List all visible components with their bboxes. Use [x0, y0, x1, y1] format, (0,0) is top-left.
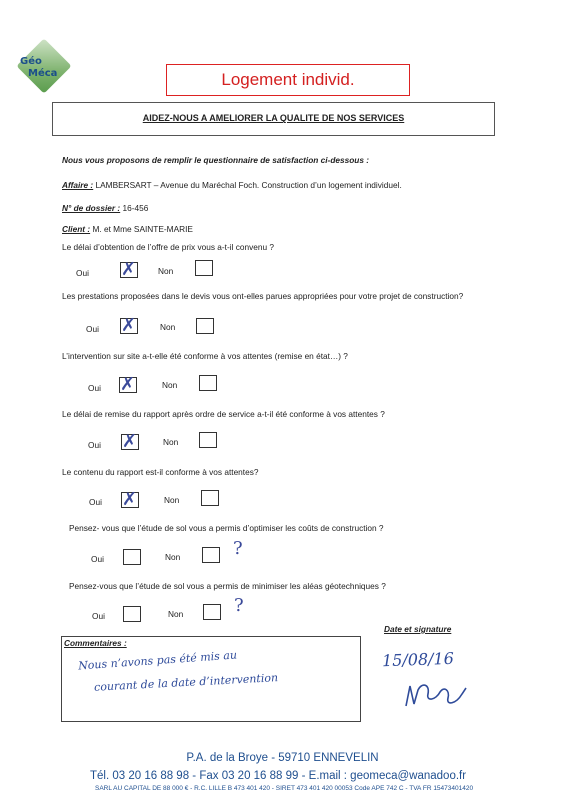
affaire-row [62, 180, 402, 190]
dossier-label: N° de dossier : [62, 203, 121, 213]
q2-non-checkbox[interactable] [196, 318, 214, 334]
checkmark-icon: ✗ [121, 315, 137, 336]
checkmark-icon: ✗ [121, 259, 137, 280]
q4-non-checkbox[interactable] [199, 432, 217, 448]
q3-oui-checkbox[interactable] [119, 374, 137, 395]
q4-oui-checkbox[interactable] [121, 431, 139, 452]
logo-text [20, 56, 76, 80]
document-title: Logement individ. [166, 64, 410, 96]
question-2: Les prestations proposées dans le devis vous ont-elles parues appropriées pour votre projet de construction? [62, 291, 464, 301]
question-3: L’intervention sur site a-t-elle été conforme à vos attentes (remise en état…) ? [62, 351, 348, 361]
handwritten-date: 15/08/16 [381, 648, 455, 671]
q6-oui-checkbox[interactable] [123, 549, 141, 565]
q2-oui-checkbox[interactable] [120, 315, 138, 336]
question-6: Pensez- vous que l’étude de sol vous a permis d’optimiser les coûts de construction ? [69, 523, 384, 533]
footer-address: P.A. de la Broye - 59710 ENNEVELIN [186, 752, 379, 764]
company-logo [6, 38, 84, 98]
q6-non-label: Non [165, 552, 181, 562]
dossier-row [62, 203, 148, 213]
comments-handwritten-line1: Nous n’avons pas été mis au [77, 648, 238, 673]
q1-oui-checkbox[interactable] [120, 259, 138, 280]
q6-question-mark: ? [233, 538, 243, 559]
client-label: Client : [62, 224, 91, 234]
client-value: M. et Mme SAINTE-MARIE [92, 224, 193, 234]
footer-contact: Tél. 03 20 16 88 98 - Fax 03 20 16 88 99 - E.mail : geomeca@wanadoo.fr [90, 770, 467, 782]
q2-oui-label: Oui [86, 324, 99, 334]
q7-oui-label: Oui [92, 611, 105, 621]
q6-oui-label: Oui [91, 554, 104, 564]
dossier-value: 16-456 [122, 203, 149, 213]
q7-non-label: Non [168, 609, 184, 619]
q7-non-checkbox[interactable] [203, 604, 221, 620]
footer-legal: SARL AU CAPITAL DE 88 000 € - R.C. LILLE B 473 401 420 - SIRET 473 401 420 00053 Code APE 742 C - TVA FR 15473401420 [95, 785, 474, 792]
checkmark-icon: ✗ [122, 489, 138, 510]
q5-oui-checkbox[interactable] [121, 489, 139, 510]
question-7: Pensez-vous que l’étude de sol vous a permis de minimiser les aléas géotechniques ? [69, 581, 386, 591]
q3-non-checkbox[interactable] [199, 375, 217, 391]
comments-label: Commentaires : [64, 638, 127, 648]
q6-non-checkbox[interactable] [202, 547, 220, 563]
q1-non-label: Non [158, 266, 174, 276]
q5-non-checkbox[interactable] [201, 490, 219, 506]
q3-oui-label: Oui [88, 383, 101, 393]
q1-non-checkbox[interactable] [195, 260, 213, 276]
q5-oui-label: Oui [89, 497, 102, 507]
affaire-label: Affaire : [62, 180, 94, 190]
q7-oui-checkbox[interactable] [123, 606, 141, 622]
intro-text: Nous vous proposons de remplir le questionnaire de satisfaction ci-dessous : [62, 155, 370, 165]
question-4: Le délai de remise du rapport après ordre de service a-t-il été conforme à vos attentes ? [62, 409, 385, 419]
question-5: Le contenu du rapport est-il conforme à vos attentes? [62, 467, 259, 477]
logo-line1: Géo [20, 56, 42, 67]
question-1: Le délai d’obtention de l’offre de prix vous a-t-il convenu ? [62, 242, 275, 252]
affaire-value: LAMBERSART – Avenue du Maréchal Foch. Construction d’un logement individuel. [95, 180, 402, 190]
date-signature-label: Date et signature [384, 624, 452, 634]
client-row [62, 224, 193, 234]
comments-handwritten-line2: courant de la date d’intervention [93, 671, 279, 694]
q1-oui-label: Oui [76, 268, 89, 278]
q7-question-mark: ? [234, 595, 244, 616]
section-title: AIDEZ-NOUS A AMELIORER LA QUALITE DE NOS SERVICES [52, 102, 495, 136]
q5-non-label: Non [164, 495, 180, 505]
signature-image [400, 676, 480, 716]
q4-non-label: Non [163, 437, 179, 447]
checkmark-icon: ✗ [120, 374, 136, 395]
q4-oui-label: Oui [88, 440, 101, 450]
checkmark-icon: ✗ [122, 431, 138, 452]
logo-line2: Méca [28, 68, 58, 79]
q3-non-label: Non [162, 380, 178, 390]
q2-non-label: Non [160, 322, 176, 332]
